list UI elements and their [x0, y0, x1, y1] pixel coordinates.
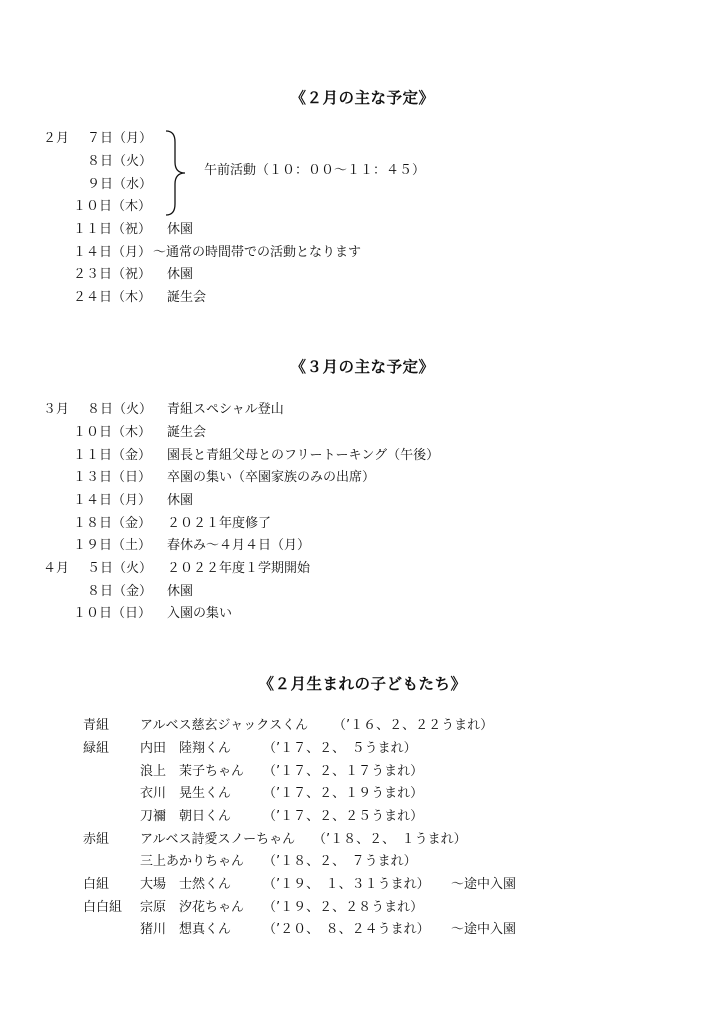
schedule-event: 青組スペシャル登山	[167, 402, 284, 417]
schedule-month: ４月	[43, 561, 70, 576]
birth-date: （’１８、２、 ７うまれ）	[263, 854, 417, 869]
schedule-day: １４日（月）	[73, 245, 152, 260]
schedule-day: ２３日（祝）	[73, 267, 152, 282]
schedule-day: ２４日（木）	[73, 290, 152, 305]
schedule-event: 入園の集い	[167, 606, 233, 621]
class-group: 赤組	[83, 832, 110, 847]
child-name: 内田 陸翔くん	[140, 741, 232, 756]
birth-date: （’１９、２、２８うまれ）	[263, 900, 424, 915]
schedule-event: 誕生会	[167, 425, 207, 440]
birth-date: （’２０、 ８、２４うまれ）	[263, 922, 430, 937]
schedule-day: ９日（水）	[87, 177, 153, 192]
schedule-day: １１日（金）	[73, 448, 152, 463]
child-name: 三上あかりちゃん	[140, 854, 245, 869]
birthdays-heading: 《２月生まれの子どもたち》	[258, 675, 467, 693]
child-name: アルベス慈玄ジャックスくん	[140, 718, 309, 733]
class-group: 白組	[83, 877, 110, 892]
class-group: 緑組	[83, 741, 110, 756]
schedule-day: ８日（火）	[87, 402, 153, 417]
birth-date: （’１９、 １、３１うまれ）	[263, 877, 430, 892]
schedule-day: １１日（祝）	[73, 222, 152, 237]
child-name: 宗原 汐花ちゃん	[140, 900, 245, 915]
schedule-day: １０日（木）	[73, 199, 152, 214]
schedule-event: 休園	[167, 584, 194, 599]
schedule-day: ５日（火）	[87, 561, 153, 576]
schedule-event: 春休み～４月４日（月）	[167, 538, 311, 553]
schedule-month: ３月	[43, 402, 70, 417]
child-name: 猪川 想真くん	[140, 922, 232, 937]
birth-date: （’１７、２、２５うまれ）	[263, 809, 424, 824]
child-name: 浪上 茉子ちゃん	[140, 764, 245, 779]
schedule-day: ８日（火）	[87, 154, 153, 169]
schedule-event: 誕生会	[167, 290, 207, 305]
birth-date: （’１７、２、 ５うまれ）	[263, 741, 417, 756]
brace-note: 午前活動（１０：００～１１：４５）	[204, 163, 426, 178]
schedule-event: 園長と青組父母とのフリートーキング（午後）	[167, 448, 440, 463]
schedule-day: ７日（月）	[87, 131, 153, 146]
mar-schedule-heading: 《３月の主な予定》	[290, 358, 435, 376]
schedule-event: ２０２２年度１学期開始	[167, 561, 311, 576]
birth-date: （’１６、２、２２うまれ）	[333, 718, 494, 733]
birth-date: （’１７、２、１９うまれ）	[263, 786, 424, 801]
schedule-day: １９日（土）	[73, 538, 152, 553]
schedule-event: ２０２１年度修了	[167, 516, 272, 531]
schedule-event: 休園	[167, 222, 194, 237]
schedule-day: １４日（月）	[73, 493, 152, 508]
child-name: 刀禰 朝日くん	[140, 809, 232, 824]
class-group: 白白組	[83, 900, 123, 915]
schedule-month: ２月	[43, 131, 70, 146]
schedule-day: １０日（木）	[73, 425, 152, 440]
schedule-event: 休園	[167, 267, 194, 282]
schedule-day: １３日（日）	[73, 470, 152, 485]
schedule-day: １０日（日）	[73, 606, 152, 621]
birth-date: （’１７、２、１７うまれ）	[263, 764, 424, 779]
child-name: アルベス詩愛スノーちゃん	[140, 832, 296, 847]
birth-date: （’１８、２、 １うまれ）	[313, 832, 467, 847]
birth-note: ～途中入園	[451, 922, 517, 937]
schedule-event: 休園	[167, 493, 194, 508]
birth-note: ～途中入園	[451, 877, 517, 892]
schedule-event: ～通常の時間帯での活動となります	[153, 245, 362, 260]
schedule-event: 卒園の集い（卒園家族のみの出席）	[167, 470, 376, 485]
child-name: 衣川 晃生くん	[140, 786, 232, 801]
schedule-day: １８日（金）	[73, 516, 152, 531]
schedule-day: ８日（金）	[87, 584, 153, 599]
class-group: 青組	[83, 718, 110, 733]
feb-schedule-heading: 《２月の主な予定》	[290, 89, 435, 107]
curly-brace-icon	[163, 128, 193, 218]
child-name: 大場 士然くん	[140, 877, 232, 892]
